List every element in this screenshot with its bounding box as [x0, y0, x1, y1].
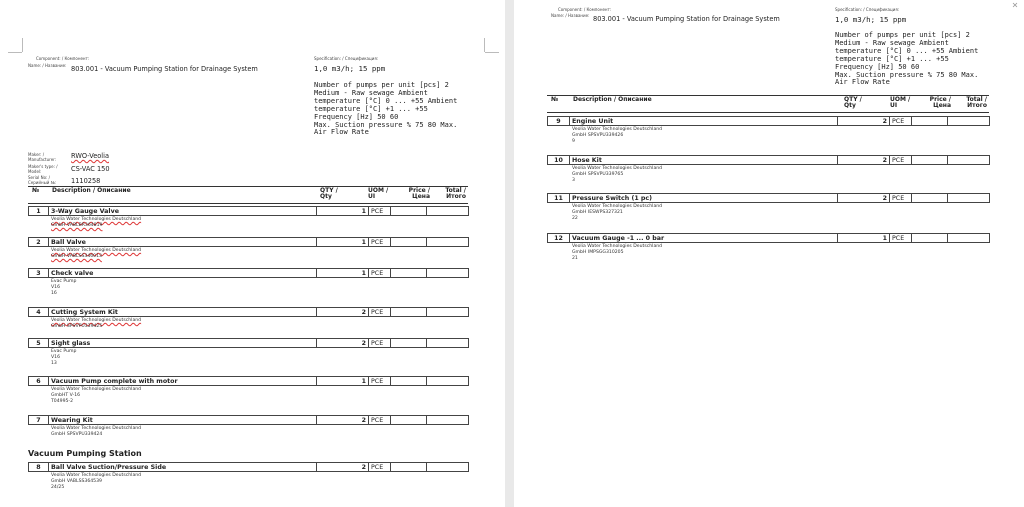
item-quantity: 1 [317, 377, 369, 386]
item-detail-line: V16 [51, 284, 60, 290]
item-number: 8 [29, 463, 49, 472]
spec-line: Frequency [Hz] 50 60 [835, 62, 920, 71]
item-detail-line: 13 [51, 360, 57, 366]
item-number: 3 [29, 269, 49, 278]
item-total [948, 234, 990, 243]
name-label: Name: / Название: [28, 63, 67, 68]
item-quantity: 2 [317, 463, 369, 472]
item-details [51, 279, 76, 297]
item-total [427, 269, 469, 278]
item-details [51, 387, 141, 405]
item-uom: PCE [369, 416, 391, 425]
item-total [427, 463, 469, 472]
item-uom: PCE [890, 194, 912, 203]
component-label: Component: / Компонент: [558, 7, 612, 12]
item-quantity: 2 [317, 308, 369, 317]
specification-label: Specification: / Спецификация: [835, 7, 900, 12]
item-detail-line: Veolia Water Technologies Deutschland [51, 248, 142, 253]
item-description: Vacuum Gauge -1 ... 0 bar [570, 234, 838, 243]
item-detail-line: GmbH SPSVPU339426 [572, 132, 624, 138]
item-number: 1 [29, 207, 49, 216]
item-details [51, 217, 141, 229]
item-details [572, 204, 662, 222]
item-uom: PCE [890, 156, 912, 165]
spec-line: Frequency [Hz] 50 60 [314, 112, 399, 121]
item-uom: PCE [369, 238, 391, 247]
item-uom: PCE [369, 377, 391, 386]
item-quantity: 1 [317, 238, 369, 247]
item-number: 4 [29, 308, 49, 317]
table-row [28, 376, 469, 386]
item-description: Hose Kit [570, 156, 838, 165]
item-detail-line: 24/25 [51, 484, 65, 490]
item-total [948, 117, 990, 126]
item-quantity: 2 [317, 339, 369, 348]
item-description: Wearing Kit [49, 416, 317, 425]
item-uom: PCE [369, 463, 391, 472]
item-total [948, 194, 990, 203]
spec-line: temperature [°C] 0 ... +55 Ambient [314, 96, 458, 105]
item-details [572, 127, 662, 145]
item-quantity: 2 [838, 156, 890, 165]
component-title: 803.001 - Vacuum Pumping Station for Drainage System [71, 65, 258, 73]
item-details [51, 473, 141, 491]
table-row [547, 155, 990, 165]
header-total: Total / Итого [445, 187, 466, 201]
maker-value: RWO-Veolia [71, 152, 109, 160]
item-description: Ball Valve Suction/Pressure Side [49, 463, 317, 472]
spec-line: Max. Suction pressure % 75 80 Max. [835, 70, 979, 79]
table-header [28, 186, 468, 204]
item-quantity: 2 [838, 117, 890, 126]
item-detail-line: GmbH VABLSS346013 [51, 253, 102, 259]
spec-details [835, 32, 978, 87]
header-qty: QTY / Qty [844, 96, 862, 110]
item-detail-line: GmbH SPSVPU339425 [51, 323, 103, 329]
item-price [391, 463, 427, 472]
item-description: Engine Unit [570, 117, 838, 126]
crop-mark [484, 38, 485, 52]
model-value: CS-VAC 150 [71, 165, 110, 173]
crop-mark [8, 52, 22, 53]
crop-mark [22, 38, 23, 52]
item-details [51, 349, 76, 367]
item-detail-line: GmbH IMPSGG310205 [572, 249, 624, 255]
item-details [51, 426, 141, 438]
item-number: 10 [548, 156, 570, 165]
serial-value: 1110258 [71, 177, 101, 185]
table-row [28, 462, 469, 472]
item-uom: PCE [369, 308, 391, 317]
header-no: № [32, 187, 40, 194]
item-price [912, 234, 948, 243]
item-price [391, 207, 427, 216]
item-detail-line: V16 [51, 354, 60, 360]
item-description: Cutting System Kit [49, 308, 317, 317]
spec-details [314, 82, 457, 137]
item-detail-line: Veolia Water Technologies Deutschland [51, 426, 142, 431]
serial-label: Serial No: / Серийный №: [28, 175, 57, 185]
item-price [391, 269, 427, 278]
header-price: Price / Цена [408, 187, 430, 201]
item-detail-line: Veolia Water Technologies Deutschland [51, 387, 142, 392]
item-quantity: 1 [838, 234, 890, 243]
document-page-1 [0, 0, 505, 507]
specification-label: Specification: / Спецификация: [314, 56, 379, 61]
spec-line: temperature [°C] 0 ... +55 Ambient [835, 46, 979, 55]
model-label: Maker's type: / Model: [28, 164, 58, 174]
item-total [427, 377, 469, 386]
table-row [28, 415, 469, 425]
item-detail-line: Veolia Water Technologies Deutschland [572, 127, 663, 132]
item-price [391, 416, 427, 425]
item-detail-line: GmbH VABLBR364819 [51, 222, 103, 228]
item-detail-line: Veolia Water Technologies Deutschland [572, 244, 663, 249]
item-detail-line: Veolia Water Technologies Deutschland [572, 204, 663, 209]
item-details [51, 248, 141, 260]
spec-line: Number of pumps per unit [pcs] 2 [835, 31, 970, 39]
table-row [28, 268, 469, 278]
item-description: Check valve [49, 269, 317, 278]
spec-line: Air Flow Rate [835, 78, 890, 87]
header-price: Price / Цена [929, 96, 951, 110]
item-uom: PCE [369, 207, 391, 216]
item-description: Ball Valve [49, 238, 317, 247]
table-row [28, 237, 469, 247]
item-detail-line: Veolia Water Technologies Deutschland [572, 166, 663, 171]
spec-line: temperature [°C] +1 ... +55 [835, 54, 949, 63]
item-description: Pressure Switch (1 pc) [570, 194, 838, 203]
item-total [427, 207, 469, 216]
item-details [572, 244, 662, 262]
item-number: 5 [29, 339, 49, 348]
item-number: 12 [548, 234, 570, 243]
item-detail-line: 22 [572, 215, 578, 221]
item-detail-line: T04995-2 [51, 398, 73, 404]
spec-line: Number of pumps per unit [pcs] 2 [314, 81, 449, 89]
item-details [572, 166, 662, 184]
item-price [912, 117, 948, 126]
table-row [547, 233, 990, 243]
item-uom: PCE [369, 269, 391, 278]
table-row [547, 193, 990, 203]
item-number: 9 [548, 117, 570, 126]
section-title: Vacuum Pumping Station [28, 449, 142, 458]
header-qty: QTY / Qty [320, 187, 338, 201]
table-row [28, 338, 469, 348]
document-page-2 [514, 0, 1024, 507]
item-number: 11 [548, 194, 570, 203]
name-label: Name: / Название: [551, 13, 590, 18]
item-uom: PCE [890, 234, 912, 243]
item-detail-line: GmbH VABLSS364539 [51, 478, 102, 484]
item-detail-line: 3 [572, 177, 575, 183]
item-detail-line: 9 [572, 138, 575, 144]
item-uom: PCE [890, 117, 912, 126]
header-description: Description / Описание [573, 96, 652, 103]
item-description: Sight glass [49, 339, 317, 348]
component-title: 803.001 - Vacuum Pumping Station for Drainage System [593, 15, 780, 23]
spec-line: Max. Suction pressure % 75 80 Max. [314, 120, 458, 129]
item-price [391, 308, 427, 317]
item-uom: PCE [369, 339, 391, 348]
spec-line-1: 1,0 m3/h; 15 ppm [835, 15, 907, 24]
item-details [51, 318, 141, 330]
item-detail-line: 21 [572, 255, 578, 261]
table-row [28, 206, 469, 216]
item-price [912, 156, 948, 165]
item-price [391, 238, 427, 247]
table-row [547, 116, 990, 126]
table-header [547, 95, 989, 113]
spec-line: Medium - Raw sewage Ambient [835, 38, 949, 47]
item-total [427, 339, 469, 348]
item-detail-line: Evac Pump [51, 279, 77, 284]
item-detail-line: GmbHT V-16 [51, 392, 81, 398]
item-price [391, 377, 427, 386]
component-label: Component: / Компонент: [36, 56, 90, 61]
item-price [912, 194, 948, 203]
item-price [391, 339, 427, 348]
item-total [427, 238, 469, 247]
item-quantity: 1 [317, 207, 369, 216]
item-detail-line: Veolia Water Technologies Deutschland [51, 318, 142, 323]
item-total [427, 416, 469, 425]
header-uom: UOM / UI [368, 187, 389, 201]
item-detail-line: GmbH SPSVPU339765 [572, 171, 624, 177]
item-detail-line: 16 [51, 290, 57, 296]
spec-line: Medium - Raw sewage Ambient [314, 88, 428, 97]
scroll-mark-icon [1012, 2, 1018, 8]
spec-line-1: 1,0 m3/h; 15 ppm [314, 64, 386, 73]
item-description: Vacuum Pump complete with motor [49, 377, 317, 386]
spec-line: temperature [°C] +1 ... +55 [314, 104, 428, 113]
item-total [427, 308, 469, 317]
item-number: 6 [29, 377, 49, 386]
item-number: 2 [29, 238, 49, 247]
item-quantity: 1 [317, 269, 369, 278]
header-uom: UOM / UI [890, 96, 911, 110]
item-quantity: 2 [317, 416, 369, 425]
item-total [948, 156, 990, 165]
table-row [28, 307, 469, 317]
header-total: Total / Итого [966, 96, 987, 110]
spec-line: Air Flow Rate [314, 128, 369, 137]
header-no: № [551, 96, 559, 103]
item-detail-line: Evac Pump [51, 349, 77, 354]
item-number: 7 [29, 416, 49, 425]
item-description: 3-Way Gauge Valve [49, 207, 317, 216]
crop-mark [485, 52, 499, 53]
item-detail-line: Veolia Water Technologies Deutschland [51, 217, 142, 222]
item-detail-line: GmbH IESWPS327321 [572, 209, 623, 215]
item-detail-line: Veolia Water Technologies Deutschland [51, 473, 142, 478]
header-description: Description / Описание [52, 187, 131, 194]
maker-label: Maker: / Manufacturer: [28, 152, 57, 162]
item-quantity: 2 [838, 194, 890, 203]
item-detail-line: GmbH SPSVPU339424 [51, 431, 103, 437]
